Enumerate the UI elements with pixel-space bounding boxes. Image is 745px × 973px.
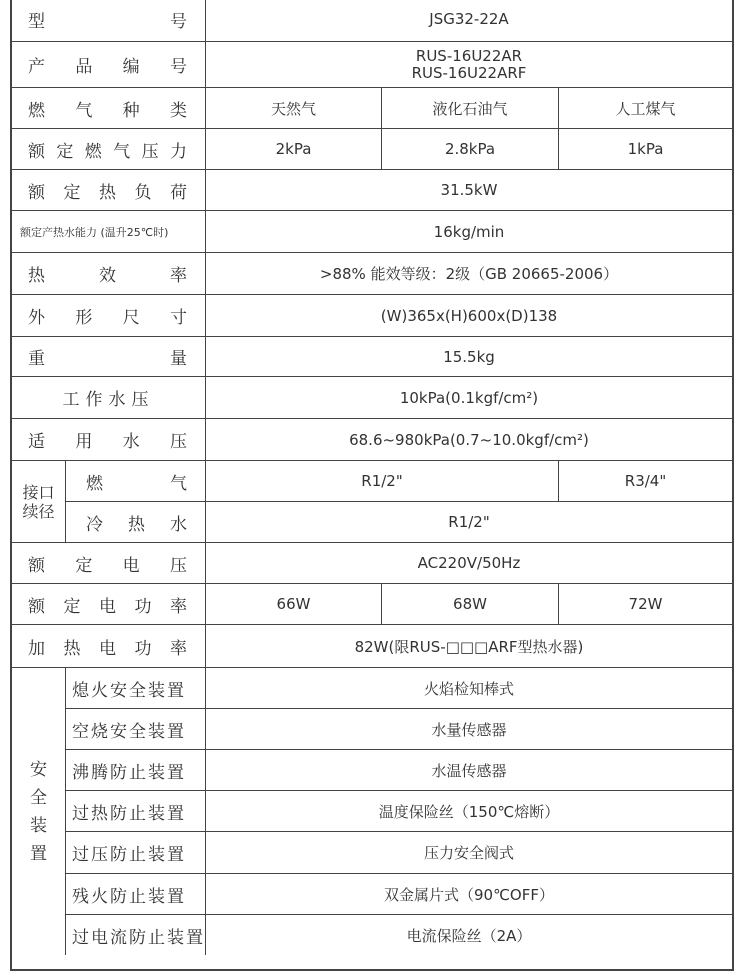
row-label — [12, 625, 206, 668]
group-char: 置 — [30, 843, 47, 864]
row-label: 工作水压 — [12, 377, 206, 419]
label-text — [28, 96, 187, 121]
label-text — [28, 551, 187, 576]
safety-group-label — [12, 668, 66, 955]
label-char: 电 — [99, 596, 116, 617]
row-value: 液化石油气 — [382, 88, 559, 129]
safety-item-value: 水量传感器 — [206, 709, 732, 750]
label-char: 压 — [169, 432, 187, 452]
label-char: 定 — [63, 182, 81, 203]
row-value — [206, 42, 732, 88]
row-label — [12, 170, 206, 211]
label-char: 气 — [75, 100, 93, 121]
row-value: 1kPa — [559, 129, 732, 170]
label-char: 率 — [170, 638, 187, 659]
label-char: 热 — [128, 514, 145, 535]
label-text — [28, 344, 187, 369]
row-value: (W)365x(H)600x(D)138 — [206, 295, 732, 337]
label-char: 负 — [134, 182, 152, 203]
connection-group-label — [12, 461, 66, 543]
label-char: 率 — [170, 596, 187, 617]
row-label — [12, 543, 206, 584]
label-char: 额 — [28, 596, 45, 617]
row-label — [12, 419, 206, 461]
safety-item-label: 过压防止装置 — [66, 832, 206, 874]
row-label — [12, 253, 206, 295]
label-char: 量 — [170, 349, 187, 369]
label-char: 功 — [134, 596, 152, 617]
label-char: 热 — [63, 638, 81, 659]
label-char: 适 — [28, 432, 45, 452]
connection-water-value: R1/2" — [206, 502, 732, 543]
label-char: 定 — [56, 141, 74, 162]
row-value: 2kPa — [206, 129, 382, 170]
safety-item-label: 熄火安全装置 — [66, 668, 206, 709]
safety-item-value: 温度保险丝（150℃熔断） — [206, 791, 732, 832]
value-line: RUS-16U22AR — [415, 46, 523, 65]
label-char: 定 — [63, 596, 81, 617]
row-label — [12, 337, 206, 377]
safety-item-value: 双金属片式（90℃OFF） — [206, 874, 732, 915]
row-value: >88% 能效等级：2级（GB 20665-2006） — [206, 253, 732, 295]
label-char: 外 — [28, 308, 45, 328]
label-char: 压 — [169, 555, 187, 576]
group-text: 续径 — [22, 501, 55, 521]
label-char: 重 — [28, 349, 45, 369]
connection-water-label — [66, 502, 206, 543]
label-char: 型 — [28, 11, 45, 32]
label-text — [28, 52, 187, 77]
label-char: 功 — [134, 638, 152, 659]
row-label — [12, 0, 206, 42]
label-text — [28, 7, 187, 32]
connection-gas-value: R3/4" — [559, 461, 732, 502]
label-text — [28, 592, 187, 617]
safety-item-label: 残火防止装置 — [66, 874, 206, 915]
label-char: 冷 — [86, 514, 103, 535]
label-char: 力 — [169, 141, 187, 162]
row-value: 10kPa(0.1kgf/cm²) — [206, 377, 732, 419]
safety-item-label: 过热防止装置 — [66, 791, 206, 832]
label-char: 效 — [99, 266, 116, 286]
label-char: 编 — [122, 57, 140, 77]
connection-gas-value: R1/2" — [206, 461, 559, 502]
safety-item-value: 水温传感器 — [206, 750, 732, 791]
label-char: 水 — [122, 432, 140, 452]
label-char: 加 — [28, 638, 45, 659]
row-label — [12, 88, 206, 129]
row-value: 68.6~980kPa(0.7~10.0kgf/cm²) — [206, 419, 732, 461]
connection-gas-label — [66, 461, 206, 502]
label-char: 燃 — [86, 473, 103, 494]
label-char: 压 — [141, 141, 159, 162]
group-char: 安 — [30, 759, 47, 780]
row-label — [12, 295, 206, 337]
safety-item-label: 过电流防止装置 — [66, 915, 206, 955]
value-line: RUS-16U22ARF — [411, 63, 527, 82]
label-text — [28, 178, 187, 203]
label-char: 用 — [75, 432, 93, 452]
group-char: 装 — [30, 815, 47, 836]
label-char: 气 — [170, 473, 187, 494]
label-char: 产 — [28, 57, 45, 77]
label-char: 气 — [113, 141, 131, 162]
label-text — [28, 634, 187, 659]
row-value: 天然气 — [206, 88, 382, 129]
row-value: 66W — [206, 584, 382, 625]
row-label — [12, 129, 206, 170]
row-value: AC220V/50Hz — [206, 543, 732, 584]
label-char: 燃 — [28, 100, 45, 121]
row-value: 72W — [559, 584, 732, 625]
label-char: 寸 — [169, 308, 187, 328]
label-char: 额 — [28, 182, 45, 203]
safety-item-value: 压力安全阀式 — [206, 832, 732, 874]
label-char: 荷 — [170, 182, 187, 203]
label-char: 率 — [170, 266, 187, 286]
row-label — [12, 584, 206, 625]
label-char: 电 — [122, 555, 140, 576]
label-char: 号 — [170, 11, 187, 32]
spec-table — [10, 0, 734, 971]
group-text: 接口 — [22, 482, 55, 502]
label-char: 热 — [99, 182, 116, 203]
label-text — [86, 510, 187, 535]
label-char: 品 — [75, 57, 93, 77]
label-char: 额 — [28, 141, 45, 162]
label-text — [28, 303, 187, 328]
row-label: 额定产热水能力 (温升25℃时) — [12, 211, 206, 253]
group-char: 全 — [30, 787, 47, 808]
row-value: 2.8kPa — [382, 129, 559, 170]
label-char: 水 — [170, 514, 187, 535]
label-text — [28, 137, 187, 162]
label-char: 尺 — [122, 308, 140, 328]
label-char: 定 — [75, 555, 93, 576]
row-value: 82W(限RUS-□□□ARF型热水器) — [206, 625, 732, 668]
label-text — [28, 427, 187, 452]
row-value: 16kg/min — [206, 211, 732, 253]
safety-item-value: 火焰检知棒式 — [206, 668, 732, 709]
safety-item-label: 沸腾防止装置 — [66, 750, 206, 791]
label-char: 形 — [75, 308, 93, 328]
label-char: 电 — [99, 638, 116, 659]
label-char: 类 — [169, 100, 187, 121]
label-text — [28, 261, 187, 286]
label-char: 额 — [28, 555, 45, 576]
label-char: 燃 — [84, 141, 102, 162]
label-char: 号 — [169, 57, 187, 77]
safety-item-label: 空烧安全装置 — [66, 709, 206, 750]
row-value: 31.5kW — [206, 170, 732, 211]
row-label — [12, 42, 206, 88]
safety-item-value: 电流保险丝（2A） — [206, 915, 732, 955]
row-value: 68W — [382, 584, 559, 625]
row-value: JSG32-22A — [206, 0, 732, 42]
label-text — [86, 469, 187, 494]
row-value: 15.5kg — [206, 337, 732, 377]
row-value: 人工煤气 — [559, 88, 732, 129]
label-char: 热 — [28, 266, 45, 286]
label-char: 种 — [122, 100, 140, 121]
